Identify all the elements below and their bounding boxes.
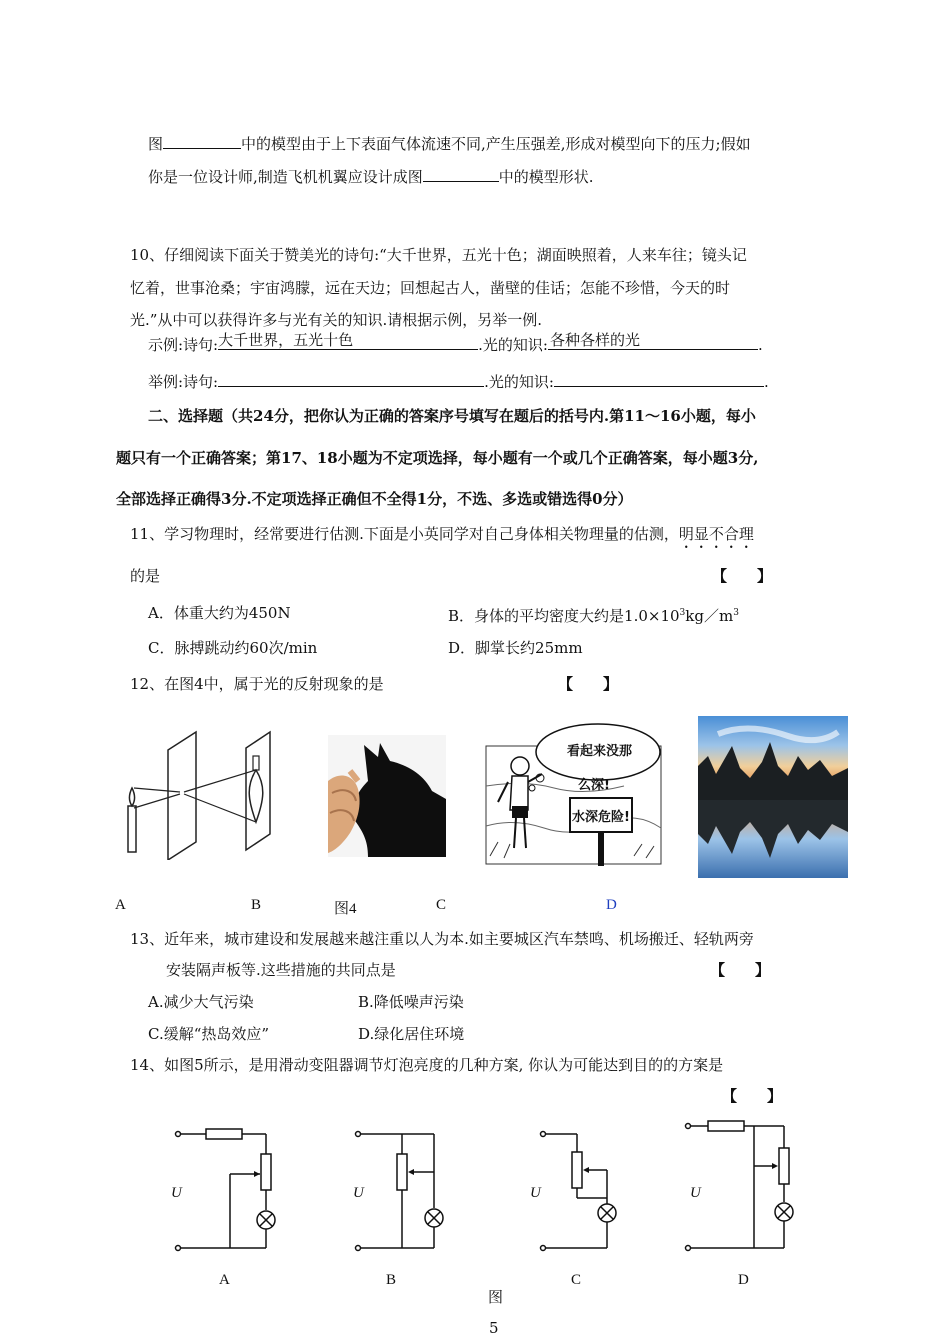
circuit-label-a: A [219, 1272, 230, 1288]
q12-bracket[interactable]: 【 】 [558, 675, 619, 693]
circuit-a [170, 1120, 280, 1260]
circuit-label-b: B [386, 1272, 397, 1288]
q11-option-d: D．脚掌长约25mm [448, 639, 583, 657]
q13-line2: 安装隔声板等.这些措施的共同点是 [166, 961, 396, 979]
q11-line1: 11、学习物理时，经常要进行估测.下面是小英同学对自己身体相关物理量的估测，明显不合理 [130, 525, 754, 543]
q9-line2: 你是一位设计师,制造飞机机翼应设计成图 中的模型形状. [148, 168, 594, 186]
sign-text: 水深危险! [572, 810, 630, 825]
section2-line1: 二、选择题（共24分，把你认为正确的答案序号填写在题后的括号内.第11～16小题，每小 [148, 407, 756, 425]
fig5-caption: 图 [488, 1288, 504, 1306]
example-poem: 大千世界，五光十色 [218, 331, 354, 349]
q9-line1: 图 中的模型由于上下表面气体流速不同,产生压强差,形成对模型向下的压力;假如 [148, 135, 751, 153]
fig5-caption-number: 5 [489, 1319, 499, 1337]
bubble-text-1: 看起来没那 [567, 744, 633, 759]
answer-knowledge-blank[interactable] [554, 371, 764, 387]
fig4-label-c: C [436, 897, 447, 913]
q10-line1: 10、仔细阅读下面关于赞美光的诗句:“大千世界，五光十色；湖面映照着，人来车往；镜头记 [130, 246, 747, 264]
answer-poem-blank[interactable] [218, 371, 484, 387]
q13-option-a: A.减少大气污染 [148, 993, 254, 1011]
bubble-text-2: 么深! [578, 778, 610, 793]
circuit-b [350, 1120, 460, 1260]
circuit-label-d: D [738, 1272, 749, 1288]
q9-blank-2[interactable] [423, 166, 499, 182]
circuit-c [535, 1120, 645, 1260]
circuit-label-c: C [571, 1272, 582, 1288]
section2-line2: 题只有一个正确答案；第17、18小题为不定项选择，每小题有一个或几个正确答案，每小题3分, [116, 449, 759, 467]
voltage-label-b: U [353, 1185, 364, 1201]
fig4-label-b: B [251, 897, 262, 913]
fig4-caption: 图4 [334, 901, 357, 917]
voltage-label-d: U [690, 1185, 701, 1201]
q14-line1: 14、如图5所示，是用滑动变阻器调节灯泡亮度的几种方案, 你认为可能达到目的的方案是 [130, 1056, 724, 1074]
figure-cartoon-water-depth [484, 716, 664, 866]
fig4-label-d: D [606, 897, 617, 913]
q13-line1: 13、近年来，城市建设和发展越来越注重以人为本.如主要城区汽车禁鸣、机场搬迁、轻轨两旁 [130, 930, 754, 948]
figure-pinhole-camera [118, 730, 280, 860]
example-knowledge: 各种各样的光 [549, 331, 640, 349]
section2-line3: 全部选择正确得3分.不定项选择正确但不全得1分，不选、多选或错选得0分） [116, 490, 633, 508]
q9-blank-1[interactable] [163, 133, 241, 149]
q12-line1: 12、在图4中，属于光的反射现象的是 [130, 675, 384, 693]
q11-option-b: B．身体的平均密度大约是$1.0\times 10^3kg/m^3$ [448, 607, 739, 625]
voltage-label-c: U [530, 1185, 541, 1201]
q10-answer: 举例:诗句: .光的知识: . [148, 373, 769, 391]
fig4-label-a: A [115, 897, 126, 913]
q11-option-c: C．脉搏跳动约60次/min [148, 639, 318, 657]
q10-line3: 光.”从中可以获得许多与光有关的知识.请根据示例，另举一例. [130, 311, 542, 329]
q11-line2: 的是 [130, 567, 161, 585]
q13-bracket[interactable]: 【 】 [710, 961, 771, 979]
figure-hand-shadow [328, 735, 446, 857]
voltage-label-a: U [171, 1185, 182, 1201]
q11-option-a: A．体重大约为450N [148, 604, 291, 622]
q13-option-c: C.缓解“热岛效应” [148, 1025, 270, 1043]
q10-example: 示例:诗句: 大千世界，五光十色 .光的知识: 各种各样的光 . [148, 331, 763, 354]
q13-option-b: B.降低噪声污染 [358, 993, 464, 1011]
q14-bracket[interactable]: 【 】 [722, 1087, 783, 1105]
q11-bracket[interactable]: 【 】 [712, 567, 773, 585]
q10-line2: 忆着，世事沧桑；宇宙鸿朦，远在天边；回想起古人，凿壁的佳话；怎能不珍惜，今天的时 [130, 279, 731, 297]
q13-option-d: D.绿化居住环境 [358, 1025, 465, 1043]
figure-mountain-reflection [698, 716, 848, 878]
